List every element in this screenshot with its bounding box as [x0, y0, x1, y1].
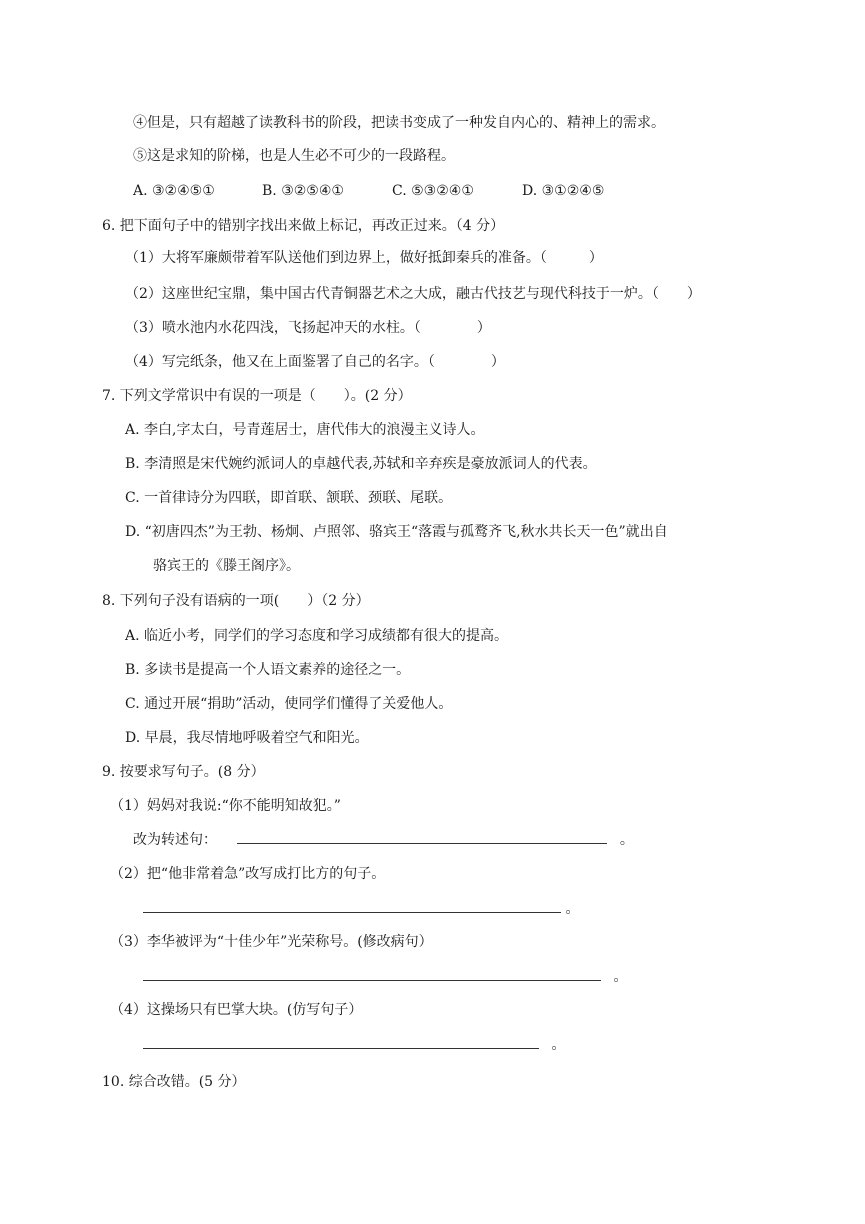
- option-b: B. 李清照是宋代婉约派词人的卓越代表,苏轼和辛弃疾是豪放派词人的代表。: [125, 456, 597, 472]
- question-8: 8. 下列句子没有语病的一项( ）（2 分）: [102, 593, 370, 609]
- question-6-item: （2）这座世纪宝鼎，集中国古代青铜器艺术之大成，融古代技艺与现代科技于一炉。（ ）: [125, 286, 701, 302]
- option-a: A. 临近小考，同学们的学习态度和学习成绩都有很大的提高。: [125, 628, 509, 644]
- question-6-item: （4）写完纸条，他又在上面鉴署了自己的名字。（ ）: [125, 354, 505, 370]
- option-d: D. “初唐四杰”为王勃、杨炯、卢照邻、骆宾王“落霞与孤鹜齐飞,秋水共长天一色”就出自: [125, 524, 668, 540]
- question-6: 6. 把下面句子中的错别字找出来做上标记，再改正过来。（4 分）: [102, 218, 505, 234]
- option-c: C. 通过开展“捐助”活动，使同学们懂得了关爱他人。: [125, 696, 453, 712]
- option-c: C. 一首律诗分为四联，即首联、颔联、颈联、尾联。: [125, 490, 453, 506]
- question-9-item: （4）这操场只有巴掌大块。(仿写句子）: [110, 1002, 363, 1018]
- question-9-item: （1）妈妈对我说:“你不能明知故犯。”: [110, 798, 341, 814]
- option-b: B. 多读书是提高一个人语文素养的途径之一。: [125, 662, 411, 678]
- question-9-item: （2）把“他非常着急”改写成打比方的句子。: [110, 866, 386, 882]
- question-9-item: （3）李华被评为“十佳少年”光荣称号。(修改病句）: [110, 934, 433, 950]
- answer-row: [143, 898, 579, 919]
- answer-row: [143, 966, 627, 987]
- option-d-continued: 骆宾王的《滕王阁序》。: [153, 558, 300, 574]
- text-line: ④但是，只有超越了读教科书的阶段，把读书变成了一种发自内心的、精神上的需求。: [133, 115, 665, 131]
- option-b: B. ③②⑤④①: [262, 183, 344, 199]
- question-6-item: （3）喷水池内水花四浅，飞扬起冲天的水柱。（ ）: [125, 320, 491, 336]
- option-a: A. ③②④⑤①: [133, 183, 215, 199]
- option-a: A. 李白,字太白，号青莲居士，唐代伟大的浪漫主义诗人。: [125, 422, 485, 438]
- period: 。: [565, 901, 580, 917]
- question-7: 7. 下列文学常识中有误的一项是（ ）。(2 分）: [102, 388, 412, 404]
- answer-row: [133, 829, 634, 850]
- question-10: 10. 综合改错。(5 分）: [102, 1074, 246, 1090]
- question-6-item: （1）大将军廉颇带着军队送他们到边界上，做好抵卸秦兵的准备。（ ）: [125, 250, 603, 266]
- question-9: 9. 按要求写句子。(8 分）: [102, 764, 265, 780]
- answer-blank[interactable]: [143, 1034, 539, 1049]
- option-d: D. ③①②④⑤: [522, 183, 605, 199]
- answer-blank[interactable]: [237, 829, 607, 844]
- option-c: C. ⑤③②④①: [392, 183, 474, 199]
- answer-row: [143, 1034, 565, 1055]
- answer-blank[interactable]: [143, 966, 601, 981]
- period: 。: [613, 969, 628, 985]
- option-d: D. 早晨，我尽情地呼吸着空气和阳光。: [125, 730, 369, 746]
- answer-prompt: 改为转述句：: [133, 832, 217, 848]
- period: 。: [619, 832, 634, 848]
- answer-blank[interactable]: [143, 898, 561, 913]
- text-line: ⑤这是求知的阶梯，也是人生必不可少的一段路程。: [133, 148, 455, 164]
- period: 。: [551, 1037, 566, 1053]
